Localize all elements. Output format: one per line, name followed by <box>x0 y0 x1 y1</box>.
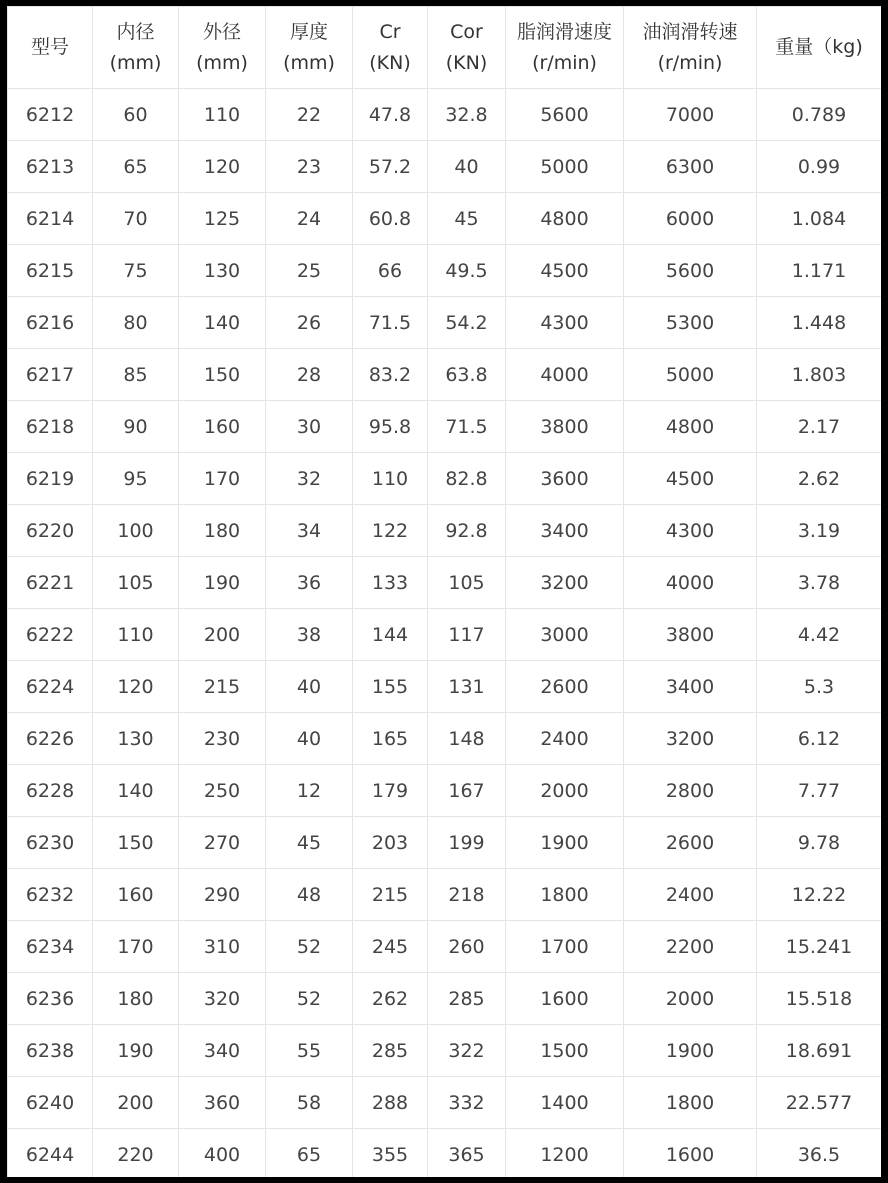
cell-thickness: 22 <box>266 89 353 141</box>
cell-cr: 60.8 <box>353 193 428 245</box>
cell-inner-diameter: 70 <box>93 193 179 245</box>
cell-grease-speed: 1700 <box>506 921 624 973</box>
cell-cor: 105 <box>428 557 506 609</box>
cell-thickness: 52 <box>266 921 353 973</box>
cell-thickness: 24 <box>266 193 353 245</box>
cell-weight: 2.62 <box>757 453 882 505</box>
cell-outer-diameter: 200 <box>179 609 266 661</box>
cell-inner-diameter: 65 <box>93 141 179 193</box>
cell-cor: 260 <box>428 921 506 973</box>
cell-inner-diameter: 75 <box>93 245 179 297</box>
cell-thickness: 30 <box>266 401 353 453</box>
cell-weight: 22.577 <box>757 1077 882 1129</box>
cell-weight: 15.518 <box>757 973 882 1025</box>
cell-model: 6218 <box>8 401 93 453</box>
cell-inner-diameter: 95 <box>93 453 179 505</box>
cell-oil-speed: 2200 <box>624 921 757 973</box>
header-label: (mm) <box>283 51 335 74</box>
cell-weight: 0.99 <box>757 141 882 193</box>
cell-thickness: 65 <box>266 1129 353 1178</box>
cell-inner-diameter: 160 <box>93 869 179 921</box>
cell-thickness: 12 <box>266 765 353 817</box>
cell-cor: 285 <box>428 973 506 1025</box>
cell-weight: 2.17 <box>757 401 882 453</box>
cell-thickness: 55 <box>266 1025 353 1077</box>
cell-oil-speed: 4300 <box>624 505 757 557</box>
cell-oil-speed: 3200 <box>624 713 757 765</box>
cell-weight: 18.691 <box>757 1025 882 1077</box>
table-row <box>8 609 882 661</box>
header-label: 型号 <box>30 36 69 58</box>
cell-model: 6244 <box>8 1129 93 1178</box>
cell-cr: 95.8 <box>353 401 428 453</box>
cell-inner-diameter: 150 <box>93 817 179 869</box>
cell-thickness: 26 <box>266 297 353 349</box>
cell-oil-speed: 1900 <box>624 1025 757 1077</box>
cell-outer-diameter: 290 <box>179 869 266 921</box>
cell-outer-diameter: 110 <box>179 89 266 141</box>
cell-cr: 262 <box>353 973 428 1025</box>
cell-thickness: 32 <box>266 453 353 505</box>
cell-cor: 167 <box>428 765 506 817</box>
header-cor <box>428 7 506 89</box>
header-label: 外径 <box>202 20 241 43</box>
cell-grease-speed: 5000 <box>506 141 624 193</box>
cell-cr: 165 <box>353 713 428 765</box>
cell-inner-diameter: 85 <box>93 349 179 401</box>
cell-cr: 133 <box>353 557 428 609</box>
header-row <box>8 7 882 89</box>
cell-cr: 203 <box>353 817 428 869</box>
header-label: 厚度 <box>289 20 328 43</box>
table-row <box>8 973 882 1025</box>
cell-weight: 6.12 <box>757 713 882 765</box>
cell-grease-speed: 1900 <box>506 817 624 869</box>
cell-outer-diameter: 320 <box>179 973 266 1025</box>
cell-inner-diameter: 90 <box>93 401 179 453</box>
cell-grease-speed: 2400 <box>506 713 624 765</box>
cell-outer-diameter: 270 <box>179 817 266 869</box>
header-grease-speed <box>506 7 624 89</box>
header-label: (mm) <box>196 51 248 74</box>
header-label: 油润滑转速 <box>642 20 738 43</box>
cell-thickness: 38 <box>266 609 353 661</box>
header-label: 内径 <box>116 20 155 43</box>
cell-model: 6219 <box>8 453 93 505</box>
cell-grease-speed: 4500 <box>506 245 624 297</box>
cell-thickness: 28 <box>266 349 353 401</box>
cell-model: 6222 <box>8 609 93 661</box>
cell-outer-diameter: 120 <box>179 141 266 193</box>
cell-inner-diameter: 180 <box>93 973 179 1025</box>
cell-thickness: 40 <box>266 713 353 765</box>
header-outer-diameter <box>179 7 266 89</box>
cell-weight: 3.19 <box>757 505 882 557</box>
cell-oil-speed: 4000 <box>624 557 757 609</box>
cell-oil-speed: 5000 <box>624 349 757 401</box>
table-row <box>8 141 882 193</box>
cell-cor: 148 <box>428 713 506 765</box>
cell-inner-diameter: 130 <box>93 713 179 765</box>
header-weight <box>757 7 882 89</box>
cell-cor: 71.5 <box>428 401 506 453</box>
cell-thickness: 52 <box>266 973 353 1025</box>
table-row <box>8 1077 882 1129</box>
cell-cr: 110 <box>353 453 428 505</box>
cell-cr: 179 <box>353 765 428 817</box>
cell-oil-speed: 1800 <box>624 1077 757 1129</box>
cell-inner-diameter: 105 <box>93 557 179 609</box>
cell-grease-speed: 1200 <box>506 1129 624 1178</box>
table-row <box>8 453 882 505</box>
cell-grease-speed: 1800 <box>506 869 624 921</box>
cell-oil-speed: 1600 <box>624 1129 757 1178</box>
header-label: 重量（kg) <box>775 36 863 58</box>
cell-cr: 215 <box>353 869 428 921</box>
cell-oil-speed: 5300 <box>624 297 757 349</box>
cell-model: 6240 <box>8 1077 93 1129</box>
cell-oil-speed: 2600 <box>624 817 757 869</box>
cell-cor: 54.2 <box>428 297 506 349</box>
header-cr <box>353 7 428 89</box>
table-row <box>8 869 882 921</box>
cell-weight: 0.789 <box>757 89 882 141</box>
cell-grease-speed: 3400 <box>506 505 624 557</box>
cell-cor: 322 <box>428 1025 506 1077</box>
cell-outer-diameter: 360 <box>179 1077 266 1129</box>
cell-outer-diameter: 130 <box>179 245 266 297</box>
cell-grease-speed: 4300 <box>506 297 624 349</box>
cell-model: 6216 <box>8 297 93 349</box>
table-row <box>8 245 882 297</box>
cell-grease-speed: 4800 <box>506 193 624 245</box>
cell-grease-speed: 1400 <box>506 1077 624 1129</box>
cell-cor: 49.5 <box>428 245 506 297</box>
table-row <box>8 1129 882 1178</box>
header-oil-speed <box>624 7 757 89</box>
cell-oil-speed: 2800 <box>624 765 757 817</box>
cell-grease-speed: 2000 <box>506 765 624 817</box>
cell-thickness: 25 <box>266 245 353 297</box>
cell-model: 6212 <box>8 89 93 141</box>
cell-model: 6224 <box>8 661 93 713</box>
cell-grease-speed: 3200 <box>506 557 624 609</box>
cell-model: 6236 <box>8 973 93 1025</box>
header-label: 脂润滑速度 <box>516 20 612 43</box>
cell-grease-speed: 2600 <box>506 661 624 713</box>
cell-cor: 40 <box>428 141 506 193</box>
cell-inner-diameter: 60 <box>93 89 179 141</box>
cell-model: 6234 <box>8 921 93 973</box>
cell-oil-speed: 2400 <box>624 869 757 921</box>
cell-thickness: 34 <box>266 505 353 557</box>
cell-model: 6214 <box>8 193 93 245</box>
cell-cr: 57.2 <box>353 141 428 193</box>
cell-model: 6232 <box>8 869 93 921</box>
table-row <box>8 193 882 245</box>
cell-inner-diameter: 110 <box>93 609 179 661</box>
cell-weight: 7.77 <box>757 765 882 817</box>
cell-inner-diameter: 170 <box>93 921 179 973</box>
cell-cr: 245 <box>353 921 428 973</box>
cell-cor: 131 <box>428 661 506 713</box>
cell-weight: 36.5 <box>757 1129 882 1178</box>
cell-inner-diameter: 200 <box>93 1077 179 1129</box>
cell-cr: 285 <box>353 1025 428 1077</box>
cell-weight: 1.084 <box>757 193 882 245</box>
cell-weight: 4.42 <box>757 609 882 661</box>
header-inner-diameter <box>93 7 179 89</box>
table-row <box>8 401 882 453</box>
cell-cor: 45 <box>428 193 506 245</box>
cell-weight: 1.448 <box>757 297 882 349</box>
cell-outer-diameter: 190 <box>179 557 266 609</box>
cell-cr: 155 <box>353 661 428 713</box>
cell-inner-diameter: 120 <box>93 661 179 713</box>
bearing-spec-table-frame <box>7 6 881 1177</box>
table-row <box>8 297 882 349</box>
cell-outer-diameter: 250 <box>179 765 266 817</box>
cell-cr: 83.2 <box>353 349 428 401</box>
cell-model: 6215 <box>8 245 93 297</box>
cell-grease-speed: 3000 <box>506 609 624 661</box>
cell-cor: 218 <box>428 869 506 921</box>
table-row <box>8 349 882 401</box>
cell-oil-speed: 2000 <box>624 973 757 1025</box>
cell-cr: 288 <box>353 1077 428 1129</box>
cell-model: 6213 <box>8 141 93 193</box>
cell-oil-speed: 5600 <box>624 245 757 297</box>
cell-model: 6217 <box>8 349 93 401</box>
cell-thickness: 36 <box>266 557 353 609</box>
header-thickness <box>266 7 353 89</box>
cell-outer-diameter: 140 <box>179 297 266 349</box>
cell-inner-diameter: 220 <box>93 1129 179 1178</box>
cell-grease-speed: 4000 <box>506 349 624 401</box>
cell-oil-speed: 6000 <box>624 193 757 245</box>
cell-cor: 117 <box>428 609 506 661</box>
table-row <box>8 557 882 609</box>
table-row <box>8 817 882 869</box>
cell-outer-diameter: 215 <box>179 661 266 713</box>
cell-model: 6238 <box>8 1025 93 1077</box>
cell-oil-speed: 4800 <box>624 401 757 453</box>
cell-grease-speed: 5600 <box>506 89 624 141</box>
cell-thickness: 45 <box>266 817 353 869</box>
cell-model: 6221 <box>8 557 93 609</box>
cell-cor: 199 <box>428 817 506 869</box>
table-row <box>8 765 882 817</box>
cell-inner-diameter: 100 <box>93 505 179 557</box>
cell-outer-diameter: 160 <box>179 401 266 453</box>
cell-oil-speed: 7000 <box>624 89 757 141</box>
cell-thickness: 48 <box>266 869 353 921</box>
cell-inner-diameter: 190 <box>93 1025 179 1077</box>
cell-outer-diameter: 150 <box>179 349 266 401</box>
cell-cor: 332 <box>428 1077 506 1129</box>
cell-cr: 66 <box>353 245 428 297</box>
cell-model: 6230 <box>8 817 93 869</box>
cell-grease-speed: 3600 <box>506 453 624 505</box>
cell-grease-speed: 1600 <box>506 973 624 1025</box>
header-label: (KN) <box>445 51 488 74</box>
cell-outer-diameter: 310 <box>179 921 266 973</box>
cell-cr: 71.5 <box>353 297 428 349</box>
table-row <box>8 505 882 557</box>
cell-inner-diameter: 140 <box>93 765 179 817</box>
cell-cor: 92.8 <box>428 505 506 557</box>
cell-weight: 3.78 <box>757 557 882 609</box>
cell-weight: 12.22 <box>757 869 882 921</box>
header-label: (KN) <box>369 51 411 74</box>
cell-outer-diameter: 340 <box>179 1025 266 1077</box>
table-row <box>8 661 882 713</box>
header-label: Cr <box>379 20 401 43</box>
header-model <box>8 7 93 89</box>
cell-cor: 82.8 <box>428 453 506 505</box>
cell-oil-speed: 3400 <box>624 661 757 713</box>
cell-model: 6226 <box>8 713 93 765</box>
cell-outer-diameter: 230 <box>179 713 266 765</box>
cell-cr: 355 <box>353 1129 428 1178</box>
table-row <box>8 1025 882 1077</box>
cell-cor: 365 <box>428 1129 506 1178</box>
header-label: (mm) <box>109 51 162 74</box>
cell-weight: 1.803 <box>757 349 882 401</box>
cell-thickness: 23 <box>266 141 353 193</box>
cell-grease-speed: 3800 <box>506 401 624 453</box>
cell-weight: 5.3 <box>757 661 882 713</box>
cell-cr: 122 <box>353 505 428 557</box>
header-label: (r/min) <box>657 51 723 74</box>
cell-weight: 1.171 <box>757 245 882 297</box>
cell-outer-diameter: 400 <box>179 1129 266 1178</box>
cell-outer-diameter: 170 <box>179 453 266 505</box>
cell-cor: 32.8 <box>428 89 506 141</box>
cell-oil-speed: 6300 <box>624 141 757 193</box>
header-label: (r/min) <box>532 51 597 74</box>
cell-model: 6220 <box>8 505 93 557</box>
cell-inner-diameter: 80 <box>93 297 179 349</box>
cell-outer-diameter: 180 <box>179 505 266 557</box>
table-row <box>8 89 882 141</box>
cell-weight: 15.241 <box>757 921 882 973</box>
cell-cor: 63.8 <box>428 349 506 401</box>
bearing-spec-table <box>7 6 881 1177</box>
cell-outer-diameter: 125 <box>179 193 266 245</box>
table-row <box>8 713 882 765</box>
cell-oil-speed: 3800 <box>624 609 757 661</box>
cell-cr: 144 <box>353 609 428 661</box>
header-label: Cor <box>450 20 483 43</box>
cell-oil-speed: 4500 <box>624 453 757 505</box>
cell-cr: 47.8 <box>353 89 428 141</box>
cell-thickness: 40 <box>266 661 353 713</box>
cell-thickness: 58 <box>266 1077 353 1129</box>
cell-weight: 9.78 <box>757 817 882 869</box>
cell-model: 6228 <box>8 765 93 817</box>
cell-grease-speed: 1500 <box>506 1025 624 1077</box>
table-row <box>8 921 882 973</box>
